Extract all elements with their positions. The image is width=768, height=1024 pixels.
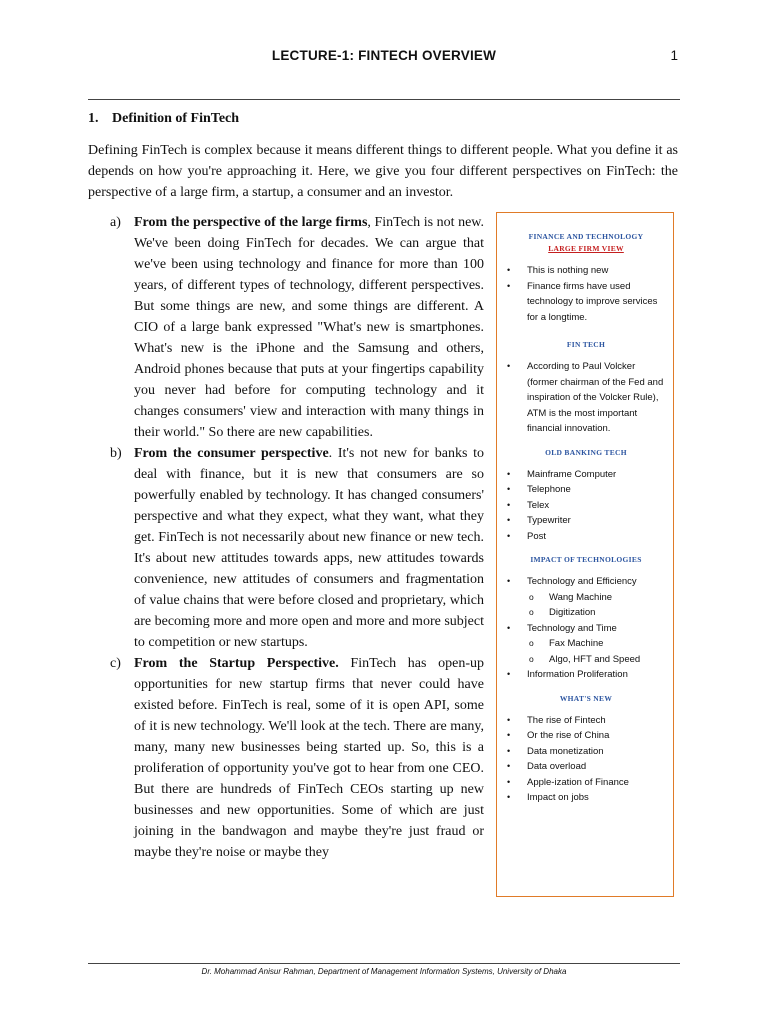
bullet-icon: • — [507, 280, 511, 291]
bullet-icon: • — [507, 515, 511, 525]
bullet-icon: • — [507, 714, 511, 725]
sub-bullet-icon: o — [529, 591, 534, 602]
section-heading — [88, 111, 239, 127]
bullet-icon: • — [507, 265, 511, 275]
page-number: 1 — [670, 48, 678, 63]
list-item: • Typewriter — [505, 513, 667, 529]
list-item: • Finance firms have used technology to improve services for a longtime. — [507, 280, 658, 323]
list-item: • Technology and Efficiency — [505, 574, 667, 590]
old-banking-heading: OLD BANKING TECH — [545, 447, 627, 457]
list-item: • Technology and Time — [505, 621, 667, 637]
sidebar-title: FINANCE AND TECHNOLOGY — [528, 232, 644, 241]
bullet-icon: • — [507, 761, 511, 771]
sub-bullet-icon: o — [529, 607, 534, 617]
list-item: • Data overload — [505, 759, 667, 775]
list-item: • Impact on jobs — [505, 790, 667, 806]
bullet-icon: • — [507, 622, 511, 633]
bullet-icon: • — [507, 745, 511, 756]
list-item — [110, 212, 484, 443]
list-item: • This is nothing new — [505, 263, 667, 279]
whats-new-list — [505, 713, 667, 806]
bullet-icon: • — [507, 576, 511, 586]
bullet-icon: • — [507, 669, 511, 679]
list-marker: a) — [110, 215, 121, 230]
list-item — [110, 443, 484, 653]
bullet-icon: • — [507, 776, 511, 787]
section-number: 1. — [88, 111, 99, 126]
list-subitem: o Wang Machine — [505, 590, 667, 606]
list-subitem: o Algo, HFT and Speed — [505, 652, 667, 668]
list-item — [110, 653, 484, 863]
perspective-body: . It's not new for banks to deal with finance, but it is new that consumers are so powerfully enabled by technology. It has changed consumers' perspective and what they expect, what they want, what they get. FinTech is not necessarily about new finance or new tech. It's about new attitudes towards apps, new attitudes towards convenience, new attitudes of consumers and fragmentation of value chains that were before closed and proprietary, which are becoming more and more open and more and more subject to competition or new startups. — [134, 446, 484, 650]
list-subitem: o Digitization — [505, 605, 667, 621]
bullet-icon: • — [507, 468, 511, 479]
impact-list — [505, 574, 667, 683]
list-item: • Post — [505, 529, 667, 545]
sub-bullet-icon: o — [529, 638, 534, 648]
large-firm-list — [505, 263, 667, 325]
list-subitem: o Fax Machine — [505, 636, 667, 652]
intro-paragraph: Defining FinTech is complex because it means different things to different people. What you define it as depends on how you're approaching it. Here, we give you four different perspectives on FinTech: the perspective of a large firm, a startup, a consumer and an investor. — [88, 143, 678, 200]
fintech-list — [505, 359, 667, 437]
bullet-icon: • — [507, 730, 511, 740]
fintech-heading: FIN TECH — [566, 340, 606, 349]
header-divider — [88, 99, 680, 100]
bullet-icon: • — [507, 792, 511, 802]
footer-divider — [88, 963, 680, 964]
list-item: • The rise of Fintech — [505, 713, 667, 729]
list-item: • Information Proliferation — [505, 667, 667, 683]
bullet-icon: • — [507, 530, 511, 541]
list-item: • Data monetization — [505, 744, 667, 760]
list-item: • Or the rise of China — [505, 728, 667, 744]
perspective-heading: From the consumer perspective — [134, 446, 329, 461]
list-item: • Telephone — [505, 482, 667, 498]
list-item: • Apple-ization of Finance — [505, 775, 667, 791]
list-marker: c) — [110, 656, 121, 671]
bullet-icon: • — [507, 361, 511, 371]
old-banking-list — [505, 467, 667, 545]
sidebar-subtitle: LARGE FIRM VIEW — [548, 244, 624, 253]
bullet-icon: • — [507, 499, 511, 510]
list-marker: b) — [110, 446, 122, 461]
perspective-body: FinTech has open-up opportunities for new startup firms that never could have existed before. FinTech is real, some of it is open API, some of it is new technology. We'll look at the tech. There are many, many, many new businesses being started up. So, this is a proliferation of opportunity you've got to hear from one CEO. But there are hundreds of FinTech CEOs starting up new businesses and new opportunities. Some of which are just joining in the bandwagon and maybe they're just fraud or maybe they're noise or maybe they — [134, 656, 485, 860]
impact-heading: IMPACT OF TECHNOLOGIES — [530, 555, 642, 564]
sub-bullet-icon: o — [529, 653, 534, 664]
page-footer: Dr. Mohammad Anisur Rahman, Department of Management Information Systems, University of Dhaka — [201, 967, 567, 976]
list-item: • Mainframe Computer — [505, 467, 667, 483]
list-item: • Telex — [505, 498, 667, 514]
sidebar-box — [496, 212, 674, 897]
list-item: • According to Paul Volcker (former chairman of the Fed and inspiration of the Volcker Rule), ATM is the most important financial innovation. — [507, 361, 664, 434]
perspectives-list — [110, 212, 484, 863]
page-header-title: LECTURE-1: FINTECH OVERVIEW — [271, 48, 497, 63]
section-title: Definition of FinTech — [112, 111, 240, 126]
perspective-body: , FinTech is not new. We've been doing FinTech for decades. We can argue that we've been using technology and finance for more than 100 years, of different types of technology, different perspectives. But some things are new, and some things are different. A CIO of a large bank expressed "What's new is smartphones. What's new is the iPhone and the Samsung and others, Android phones because that puts at your fingertips capability you never had before for computing technology and it changes consumers' view and interaction with many things in their world." So there are new capabilities. — [134, 215, 484, 440]
perspective-heading: From the perspective of the large firms — [134, 215, 368, 230]
perspective-heading: From the Startup Perspective. — [134, 656, 339, 671]
bullet-icon: • — [507, 484, 511, 494]
whats-new-heading: WHAT'S NEW — [559, 693, 613, 703]
